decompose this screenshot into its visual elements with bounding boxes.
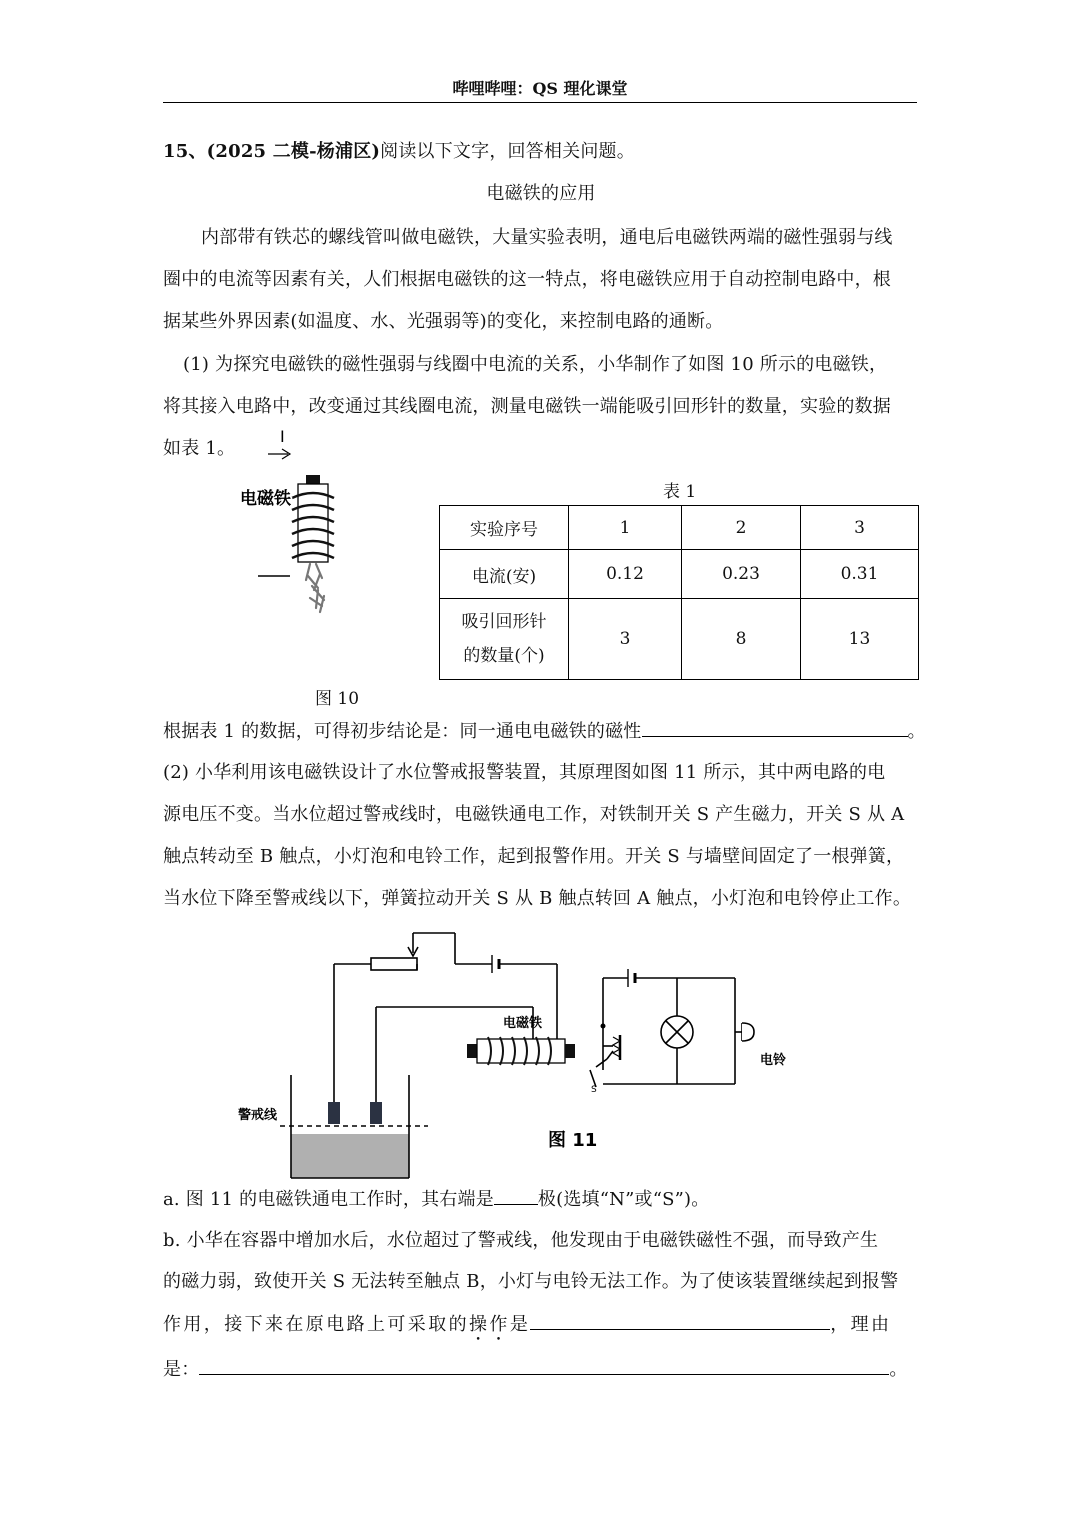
answer-blank-conclusion[interactable] [642,718,908,737]
conclusion-text: 根据表 1 的数据，可得初步结论是：同一通电电磁铁的磁性 [163,721,642,742]
page-header [163,76,917,103]
table-cell: 0.23 [682,550,801,599]
table-cell: 3 [569,599,682,680]
table-row-header-line-2: 的数量(个) [463,646,545,666]
paragraph-1-line-2: 圈中的电流等因素有关，人们根据电磁铁的这一特点，将电磁铁应用于自动控制电路中，根 [163,269,891,290]
table-cell: 8 [682,599,801,680]
table-cell: 2 [682,506,801,550]
table-row [440,550,919,599]
question-a-suffix: 极(选填“N”或“S”)。 [537,1189,710,1210]
figure-10-electromagnet [230,428,380,623]
paper-clips [306,564,324,612]
question-b-line-4-pre: 是： [163,1359,200,1380]
table-cell: 13 [801,599,919,680]
question-a [163,1186,919,1212]
iron-core [298,484,328,562]
emphasis-operation: 操作 [469,1314,510,1335]
question-b-period: 。 [889,1359,908,1380]
electromagnet-label: 电磁铁 [240,489,291,509]
question-b-line-1: b. 小华在容器中增加水后，水位超过了警戒线，他发现由于电磁铁磁性不强，而导致产生 [163,1230,879,1251]
question-number: 15、(2025 二模-杨浦区) [163,141,381,162]
paragraph-1-line-3: 据某些外界因素(如温度、水、光强弱等)的变化，来控制电路的通断。 [163,311,724,332]
part2-line-3: 触点转动至 B 触点，小灯泡和电铃工作，起到报警作用。开关 S 与墙壁间固定了一根弹簧， [163,846,905,867]
table-row-header-line-1: 吸引回形针 [461,612,547,632]
part1-line-1: (1) 为探究电磁铁的磁性强弱与线圈中电流的关系，小华制作了如图 10 所示的电磁铁， [183,354,888,375]
water-container [280,1075,428,1178]
answer-blank-operation[interactable] [530,1311,830,1330]
question-intro [163,140,919,164]
question-b-line-3-mid: 是 [509,1314,531,1335]
bell-icon [735,1023,754,1041]
table-cell: 3 [801,506,919,550]
question-a-prefix: a. 图 11 的电磁铁通电工作时，其右端是 [163,1189,494,1210]
question-instruction: 阅读以下文字，回答相关问题。 [380,141,635,162]
relay-electromagnet [467,1037,575,1065]
table-row [440,599,919,680]
part1-line-3: 如表 1。 [163,438,236,459]
header-title: 哔哩哔哩：QS 理化课堂 [452,79,628,98]
answer-blank-reason[interactable] [199,1356,889,1375]
switch-label: S [591,1085,597,1095]
conclusion-period: 。 [907,721,926,742]
answer-blank-pole[interactable] [494,1186,538,1205]
table-cell: 0.31 [801,550,919,599]
part1-line-2: 将其接入电路中，改变通过其线圈电流，测量电磁铁一端能吸引回形针的数量，实验的数据 [163,396,891,417]
part2-line-2: 源电压不变。当水位超过警戒线时，电磁铁通电工作，对铁制开关 S 产生磁力，开关 S 从 A [163,804,905,825]
figure-10-caption: 图 10 [315,689,360,709]
alarm-circuit [590,969,735,1087]
contact-b [601,1024,606,1029]
table-cell: 0.12 [569,550,682,599]
current-label: I [280,428,285,446]
table-1-caption: 表 1 [663,482,697,502]
part1-conclusion [163,718,926,744]
bell-label: 电铃 [760,1053,787,1068]
article-title: 电磁铁的应用 [486,183,596,204]
table-row-header [440,599,569,680]
question-b-line-3 [163,1311,919,1345]
question-b-line-3-post: ，理由 [830,1314,892,1335]
magnet-top-terminal [306,475,320,484]
table-row-header: 实验序号 [440,506,569,550]
part2-line-1: (2) 小华利用该电磁铁设计了水位警戒报警装置，其原理图如图 11 所示，其中两电路的电 [163,762,886,783]
question-b-line-4 [163,1356,919,1382]
figure-11-caption: 图 11 [548,1130,598,1151]
table-1 [439,505,919,680]
figure-11-circuit [230,925,810,1185]
relay-electromagnet-label: 电磁铁 [503,1016,543,1031]
table-row-header: 电流(安) [440,550,569,599]
paragraph-1-line-1: 内部带有铁芯的螺线管叫做电磁铁，大量实验表明，通电后电磁铁两端的磁性强弱与线 [201,227,893,248]
part2-line-4: 当水位下降至警戒线以下，弹簧拉动开关 S 从 B 触点转回 A 触点，小灯泡和电铃停止工作。 [163,888,912,909]
question-b-line-2: 的磁力弱，致使开关 S 无法转至触点 B，小灯与电铃无法工作。为了使该装置继续起到报警 [163,1271,899,1292]
warning-line-label: 警戒线 [238,1108,278,1123]
table-row [440,506,919,550]
table-cell: 1 [569,506,682,550]
rheostat [371,958,417,970]
question-b-line-3-pre: 作用，接下来在原电路上可采取的 [163,1314,469,1335]
